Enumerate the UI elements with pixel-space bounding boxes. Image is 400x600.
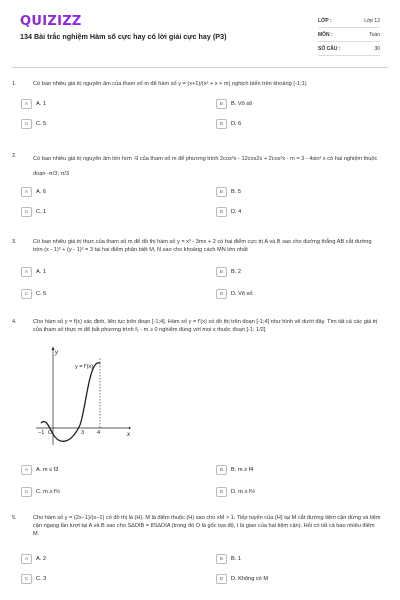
meta-value: Lớp 12 [364,17,380,24]
question-number: 4. [12,319,17,325]
option-text: D. m ≥ f½ [231,489,256,495]
option-text: A. 1 [36,269,46,275]
option-text: B. 1 [231,556,241,562]
option-text: A. 2 [36,556,46,562]
option-text: A. 1 [36,101,46,107]
option-letter: A [21,99,32,109]
question-number: 2. [12,153,17,159]
question-number: 1. [12,81,17,87]
option-letter: D [216,119,227,129]
option-text: D. 4 [231,209,242,215]
option-d[interactable] [216,573,366,585]
option-letter: D [216,487,227,497]
option-c[interactable] [21,118,171,130]
tick-neg-one: −1 [38,430,45,436]
option-b[interactable] [216,464,366,476]
option-text: D. Vô số [231,291,253,297]
option-b[interactable] [216,186,366,198]
option-letter: B [216,465,227,475]
question-stem: Có bao nhiêu giá trị nguyên âm của tham số m để hàm số y = (x+1)/(x² + x + m) nghịch biến trên khoảng (-1;1) [33,81,307,87]
option-text: D. Không có M [231,576,268,582]
option-text: B. m ≥ f4 [231,467,254,473]
question-1 [12,80,388,88]
option-c[interactable] [21,486,171,498]
option-a[interactable] [21,186,171,198]
meta-row-class [318,14,380,28]
option-d[interactable] [216,288,366,300]
option-c[interactable] [21,288,171,300]
option-c[interactable] [21,573,171,585]
option-letter: C [21,574,32,584]
option-text: A. m ≤ f3 [36,467,59,473]
option-letter: D [216,207,227,217]
question-2 [12,152,388,182]
option-d[interactable] [216,486,366,498]
question-stem: Cho hàm số y = f(x) xác định, liên tục trên đoạn [-1;4]. Hàm số y = f'(x) có đồ thị trên đoạn [-1;4] như hình vẽ dưới đây. Tìm tất cả các giá trị của tham số thực m để bất phương trình f₁ - m ≥ 0 nghiệm đúng với mọi x thuộc đoạn [-1; 1/2] [33,319,378,333]
question-3 [12,238,388,254]
option-b[interactable] [216,98,366,110]
option-letter: B [216,267,227,277]
page-title: 134 Bài trắc nghiệm Hàm số cực hay có lời giải cực hay (P3) [20,32,227,41]
question-5 [12,514,388,538]
option-a[interactable] [21,98,171,110]
question-stem: Có bao nhiêu giá trị thực của tham số m để đồ thị hàm số y = x³ - 3mx + 2 có hai điểm cực trị A và B sao cho đường thẳng AB cắt đường tròn (x - 1)² + (y - 1)² = 3 tại hai điểm phân biệt M, N sao cho khoảng cách MN lớn nhất [33,239,372,253]
x-axis-label: x [127,432,130,438]
option-letter: A [21,267,32,277]
option-text: D. 6 [231,121,242,127]
question-number: 5. [12,515,17,521]
option-letter: B [216,99,227,109]
option-b[interactable] [216,266,366,278]
option-text: A. 6 [36,189,46,195]
option-letter: C [21,289,32,299]
option-d[interactable] [216,118,366,130]
header-divider [12,67,388,68]
option-letter: C [21,207,32,217]
question-stem: Có bao nhiêu giá trị nguyên âm lớn hơn -9 của tham số m để phương trình 2cos³x - 12cos2x + 2cos³x - m = 3 - 4sin² x có hai nghiệm thuộc đoạn -π/3; π/3 [33,156,378,177]
meta-label: SỐ CÂU : [318,45,341,52]
tick-four: 4 [97,430,101,436]
option-letter: A [21,554,32,564]
meta-value: Toán [369,31,380,38]
question-4 [12,318,388,334]
meta-label: LỚP : [318,17,332,24]
option-letter: C [21,119,32,129]
x-arrow [129,427,131,430]
meta-row-count [318,42,380,56]
y-axis-label: y [55,350,58,356]
option-a[interactable] [21,553,171,565]
tick-three: 3 [81,430,85,436]
option-b[interactable] [216,553,366,565]
option-text: C. 3 [36,576,47,582]
option-d[interactable] [216,206,366,218]
option-a[interactable] [21,464,171,476]
meta-value: 30 [374,45,380,52]
quizizz-logo: QUIZIZZ [20,14,82,29]
meta-label: MÔN : [318,31,333,38]
option-text: B. Vô số [231,101,253,107]
option-text: B. 5 [231,189,241,195]
option-text: B. 2 [231,269,241,275]
option-letter: A [21,187,32,197]
meta-panel [318,14,380,56]
derivative-graph [31,345,131,450]
option-c[interactable] [21,206,171,218]
option-text: C. 1 [36,209,47,215]
question-number: 3. [12,239,17,245]
option-letter: D [216,574,227,584]
curve-label: y = f'(x) [75,364,94,370]
option-letter: B [216,554,227,564]
option-text: C. 5 [36,121,47,127]
option-letter: D [216,289,227,299]
option-letter: C [21,487,32,497]
tick-origin: O [48,430,53,436]
option-letter: A [21,465,32,475]
option-text: C. 5 [36,291,47,297]
option-text: C. m ≥ f½ [36,489,61,495]
meta-row-subject [318,28,380,42]
option-a[interactable] [21,266,171,278]
option-letter: B [216,187,227,197]
question-stem: Cho hàm số y = (2x−1)/(x−1) có đồ thị là (H). M là điểm thuộc (H) sao cho xM > 1. Tiếp tuyến của (H) tại M cắt đường tiệm cận đứng và tiệm cận ngang lần lượt tại A và B sao cho S∆OIB = 8S∆OIA (trong đó O là gốc tọa độ, I là giao của hai tiệm cận). Hỏi có tất cả bao nhiêu điểm M. [33,515,381,537]
